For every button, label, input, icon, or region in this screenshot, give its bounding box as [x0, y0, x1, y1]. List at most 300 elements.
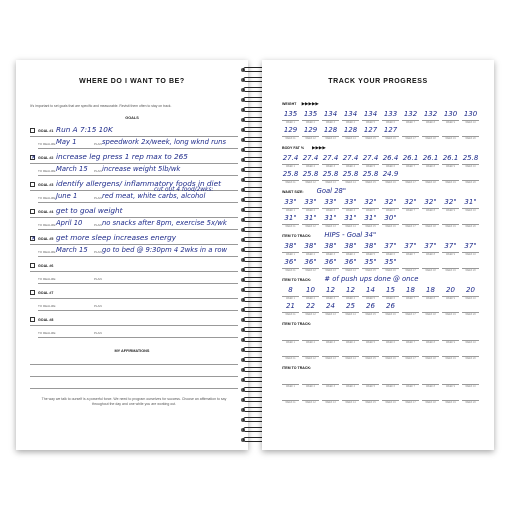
tracker-value[interactable]: 32": [444, 198, 457, 206]
tracker-value[interactable]: 129: [283, 126, 298, 134]
tracker-cell[interactable]: [302, 330, 319, 344]
tracker-value[interactable]: 127: [383, 126, 398, 134]
goal-date[interactable]: May 1: [56, 138, 77, 146]
affirmation-line[interactable]: [30, 375, 238, 377]
tracker-section: [282, 275, 482, 320]
tracker-cell[interactable]: [462, 110, 479, 124]
tracker-item-label: BODY FAT %: [282, 146, 305, 150]
tracker-cell[interactable]: [402, 286, 419, 300]
tracker-cell[interactable]: [442, 330, 459, 344]
tracker-cell[interactable]: [302, 258, 319, 272]
tracker-cell[interactable]: [462, 214, 479, 228]
tracker-cell[interactable]: [442, 286, 459, 300]
tracker-cell[interactable]: [362, 302, 379, 316]
tracker-cell[interactable]: [302, 110, 319, 124]
tracker-cell[interactable]: [402, 126, 419, 140]
tracker-cell[interactable]: [422, 286, 439, 300]
tracker-value[interactable]: 20: [466, 286, 475, 294]
tracker-value[interactable]: 30": [384, 214, 397, 222]
tracker-cell[interactable]: [362, 286, 379, 300]
goal-checkbox[interactable]: [30, 182, 35, 187]
week-label: WEEK 14: [345, 224, 356, 228]
tracker-value[interactable]: 38": [344, 242, 357, 250]
affirmation-line[interactable]: [30, 387, 238, 389]
tracker-cell[interactable]: [362, 374, 379, 388]
goal-checkbox[interactable]: ✕: [31, 236, 37, 242]
tracker-cell[interactable]: [302, 302, 319, 316]
tracker-cell[interactable]: [322, 170, 339, 184]
tracker-cell[interactable]: [382, 126, 399, 140]
tracker-value[interactable]: 26: [386, 302, 395, 310]
tracker-cell[interactable]: [342, 126, 359, 140]
realize-label: TO REALIZE: [38, 304, 56, 308]
tracker-value[interactable]: 132: [403, 110, 418, 118]
goal-plan-line[interactable]: [38, 300, 238, 311]
tracker-value[interactable]: 25.8: [302, 170, 319, 178]
week-label: WEEK 12: [305, 312, 316, 316]
goal-line[interactable]: [30, 288, 238, 299]
tracker-value[interactable]: 8: [288, 286, 293, 294]
week-label: WEEK 1: [285, 252, 296, 256]
goal-line[interactable]: [30, 261, 238, 272]
tracker-section: [282, 146, 482, 188]
tracker-cell[interactable]: [322, 390, 339, 404]
goal-text[interactable]: increase leg press 1 rep max to 265: [56, 152, 188, 161]
tracker-cell[interactable]: [322, 242, 339, 256]
tracker-value[interactable]: 38": [364, 242, 377, 250]
tracker-value[interactable]: 35": [384, 258, 397, 266]
tracker-cell[interactable]: [302, 374, 319, 388]
week-label: WEEK 4: [345, 164, 356, 168]
tracker-row: [282, 374, 482, 388]
tracker-value[interactable]: 31": [324, 214, 337, 222]
goal-checkbox[interactable]: [30, 263, 35, 268]
tracker-cell[interactable]: [342, 214, 359, 228]
tracker-value[interactable]: 130: [443, 110, 458, 118]
tracker-cell[interactable]: [382, 330, 399, 344]
tracker-cell[interactable]: [342, 330, 359, 344]
tracker-cell[interactable]: [322, 374, 339, 388]
tracker-value[interactable]: 36": [284, 258, 297, 266]
tracker-cell[interactable]: [402, 258, 419, 272]
tracker-value[interactable]: 26.1: [402, 154, 419, 162]
week-label: WEEK 11: [285, 224, 296, 228]
tracker-cell[interactable]: [382, 170, 399, 184]
tracker-value[interactable]: 32": [364, 198, 377, 206]
tracker-cell[interactable]: [322, 286, 339, 300]
tracker-cell[interactable]: [422, 110, 439, 124]
tracker-cell[interactable]: [422, 374, 439, 388]
goal-plan-line[interactable]: [38, 165, 238, 176]
tracker-value[interactable]: 25: [346, 302, 355, 310]
tracker-value[interactable]: 32": [404, 198, 417, 206]
tracker-cell[interactable]: [462, 198, 479, 212]
tracker-cell[interactable]: [442, 110, 459, 124]
tracker-value[interactable]: 24: [326, 302, 335, 310]
tracker-cell[interactable]: [322, 302, 339, 316]
tracker-value[interactable]: 12: [326, 286, 335, 294]
week-label: WEEK 11: [285, 312, 296, 316]
tracker-cell[interactable]: [302, 242, 319, 256]
tracker-cell[interactable]: [442, 346, 459, 360]
tracker-value[interactable]: 12: [346, 286, 355, 294]
tracker-value[interactable]: 36": [304, 258, 317, 266]
tracker-value[interactable]: 133: [383, 110, 398, 118]
week-label: WEEK 6: [385, 208, 396, 212]
tracker-cell[interactable]: [342, 198, 359, 212]
tracker-cell[interactable]: [402, 390, 419, 404]
tracker-cell[interactable]: [442, 390, 459, 404]
tracker-value[interactable]: 27.4: [362, 154, 379, 162]
tracker-value[interactable]: 132: [423, 110, 438, 118]
tracker-cell[interactable]: [382, 154, 399, 168]
tracker-value[interactable]: 31": [364, 214, 377, 222]
tracker-cell[interactable]: [342, 154, 359, 168]
tracker-value[interactable]: 26.1: [442, 154, 459, 162]
tracker-cell[interactable]: [422, 302, 439, 316]
week-label: WEEK 4: [345, 340, 356, 344]
tracker-cell[interactable]: [362, 258, 379, 272]
tracker-cell[interactable]: [422, 258, 439, 272]
goal-date[interactable]: March 15: [56, 165, 88, 173]
tracker-cell[interactable]: [302, 214, 319, 228]
goal-line[interactable]: [30, 315, 238, 326]
tracker-cell[interactable]: [422, 242, 439, 256]
tracker-cell[interactable]: [382, 390, 399, 404]
tracker-cell[interactable]: [442, 214, 459, 228]
tracker-cell[interactable]: [342, 110, 359, 124]
week-label: WEEK 2: [305, 208, 316, 212]
tracker-value[interactable]: 31": [304, 214, 317, 222]
tracker-value[interactable]: 38": [324, 242, 337, 250]
tracker-value[interactable]: 27.4: [322, 154, 339, 162]
tracker-cell[interactable]: [282, 286, 299, 300]
goal-plan-line[interactable]: [38, 273, 238, 284]
goal-label: GOAL #3: [38, 183, 54, 187]
tracker-cell[interactable]: [462, 154, 479, 168]
week-label: WEEK 9: [445, 340, 456, 344]
tracker-value[interactable]: 37": [444, 242, 457, 250]
week-label: WEEK 10: [465, 208, 476, 212]
tracker-cell[interactable]: [442, 170, 459, 184]
tracker-cell[interactable]: [302, 346, 319, 360]
tracker-value[interactable]: 33": [324, 198, 337, 206]
week-label: WEEK 1: [285, 208, 296, 212]
tracker-value[interactable]: 26.4: [382, 154, 399, 162]
tracker-cell[interactable]: [382, 110, 399, 124]
tracker-value[interactable]: 38": [304, 242, 317, 250]
tracker-value[interactable]: 20: [446, 286, 455, 294]
tracker-value[interactable]: 25.8: [342, 170, 359, 178]
tracker-cell[interactable]: [402, 330, 419, 344]
tracker-cell[interactable]: [462, 330, 479, 344]
tracker-cell[interactable]: [362, 214, 379, 228]
week-label: WEEK 2: [305, 296, 316, 300]
goal-text[interactable]: get more sleep increases energy: [56, 233, 177, 242]
goal-plan-line[interactable]: [38, 219, 238, 230]
tracker-cell[interactable]: [282, 198, 299, 212]
tracker-value[interactable]: 27.4: [302, 154, 319, 162]
tracker-value[interactable]: 25.8: [362, 170, 379, 178]
tracker-cell[interactable]: [362, 170, 379, 184]
tracker-cell[interactable]: [402, 302, 419, 316]
goal-plan-line[interactable]: [38, 187, 238, 203]
tracker-cell[interactable]: [302, 126, 319, 140]
tracker-cell[interactable]: [462, 126, 479, 140]
goal-line[interactable]: [30, 153, 238, 164]
tracker-value[interactable]: 18: [426, 286, 435, 294]
tracker-cell[interactable]: [322, 154, 339, 168]
tracker-cell[interactable]: [382, 346, 399, 360]
tracker-cell[interactable]: [462, 374, 479, 388]
tracker-value[interactable]: 33": [284, 198, 297, 206]
tracker-cell[interactable]: [422, 214, 439, 228]
tracker-value[interactable]: 134: [343, 110, 358, 118]
tracker-cell[interactable]: [362, 126, 379, 140]
tracker-value[interactable]: 135: [283, 110, 298, 118]
tracker-cell[interactable]: [362, 198, 379, 212]
week-label: WEEK 20: [465, 400, 476, 404]
tracker-value[interactable]: 31": [284, 214, 297, 222]
tracker-cell[interactable]: [362, 242, 379, 256]
tracker-cell[interactable]: [302, 154, 319, 168]
goal-date[interactable]: June 1: [56, 192, 78, 200]
goal-plan-line[interactable]: [38, 138, 238, 149]
tracker-value[interactable]: 38": [284, 242, 297, 250]
goal-checkbox[interactable]: [30, 317, 35, 322]
affirmation-line[interactable]: [30, 363, 238, 365]
tracker-cell[interactable]: [282, 242, 299, 256]
tracker-cell[interactable]: [322, 214, 339, 228]
tracker-value[interactable]: 37": [404, 242, 417, 250]
week-label: WEEK 20: [465, 268, 476, 272]
tracker-value[interactable]: 130: [463, 110, 478, 118]
goal-plan[interactable]: no snacks after 8pm, exercise 5x/wk: [102, 219, 227, 227]
tracker-cell[interactable]: [382, 214, 399, 228]
goal-line[interactable]: [30, 234, 238, 245]
tracker-cell[interactable]: [362, 110, 379, 124]
tracker-value[interactable]: 26.1: [422, 154, 439, 162]
week-label: WEEK 16: [385, 268, 396, 272]
tracker-value[interactable]: 135: [303, 110, 318, 118]
goal-date[interactable]: April 10: [56, 219, 83, 227]
tracker-cell[interactable]: [382, 258, 399, 272]
tracker-cell[interactable]: [282, 374, 299, 388]
tracker-cell[interactable]: [462, 242, 479, 256]
tracker-value[interactable]: 32": [384, 198, 397, 206]
tracker-cell[interactable]: [322, 346, 339, 360]
tracker-value[interactable]: 24.9: [382, 170, 399, 178]
tracker-cell[interactable]: [382, 302, 399, 316]
week-label: WEEK 14: [345, 400, 356, 404]
tracker-cell[interactable]: [282, 302, 299, 316]
week-label: WEEK 13: [325, 356, 336, 360]
tracker-cell[interactable]: [322, 258, 339, 272]
tracker-value[interactable]: 25.8: [462, 154, 479, 162]
goal-checkbox[interactable]: [30, 128, 35, 133]
tracker-cell[interactable]: [322, 110, 339, 124]
tracker-value[interactable]: 14: [366, 286, 375, 294]
tracker-value[interactable]: 37": [464, 242, 477, 250]
tracker-value[interactable]: 33": [344, 198, 357, 206]
tracker-item-name[interactable]: Goal 28": [316, 187, 347, 195]
tracker-value[interactable]: 36": [324, 258, 337, 266]
tracker-value[interactable]: 27.4: [342, 154, 359, 162]
tracker-cell[interactable]: [282, 330, 299, 344]
goal-plan[interactable]: red meat, white carbs, alcohol: [102, 192, 206, 200]
tracker-value[interactable]: 134: [363, 110, 378, 118]
tracker-cell[interactable]: [362, 390, 379, 404]
tracker-cell[interactable]: [402, 198, 419, 212]
tracker-cell[interactable]: [302, 198, 319, 212]
tracker-item-name[interactable]: # of push ups done @ once: [324, 275, 419, 283]
tracker-item-name[interactable]: HIPS - Goal 34": [324, 231, 377, 239]
tracker-cell[interactable]: [462, 258, 479, 272]
goal-plan[interactable]: go to bed @ 9:30pm 4 2wks in a row: [102, 246, 228, 254]
tracker-value[interactable]: 25.8: [322, 170, 339, 178]
goal-plan-line[interactable]: [38, 246, 238, 257]
tracker-cell[interactable]: [342, 242, 359, 256]
tracker-row: [282, 154, 482, 168]
tracker-cell[interactable]: [402, 374, 419, 388]
tracker-value[interactable]: 10: [306, 286, 315, 294]
tracker-cell[interactable]: [382, 286, 399, 300]
tracker-cell[interactable]: [442, 198, 459, 212]
tracker-cell[interactable]: [282, 214, 299, 228]
tracker-value[interactable]: 27.4: [282, 154, 299, 162]
week-label: WEEK 12: [305, 356, 316, 360]
tracker-value[interactable]: 26: [366, 302, 375, 310]
tracker-cell[interactable]: [302, 170, 319, 184]
tracker-value[interactable]: 21: [286, 302, 295, 310]
tracker-cell[interactable]: [342, 258, 359, 272]
tracker-cell[interactable]: [382, 374, 399, 388]
tracker-cell[interactable]: [362, 154, 379, 168]
goal-date[interactable]: March 15: [56, 246, 88, 254]
week-label: WEEK 17: [405, 268, 416, 272]
tracker-cell[interactable]: [362, 346, 379, 360]
tracker-cell[interactable]: [422, 154, 439, 168]
tracker-cell[interactable]: [302, 390, 319, 404]
week-label: WEEK 20: [465, 312, 476, 316]
tracker-value[interactable]: 32": [424, 198, 437, 206]
tracker-value[interactable]: 127: [363, 126, 378, 134]
tracker-cell[interactable]: [442, 258, 459, 272]
goal-line[interactable]: [30, 126, 238, 137]
week-label: WEEK 1: [285, 384, 296, 388]
tracker-cell[interactable]: [362, 330, 379, 344]
tracker-cell[interactable]: [462, 286, 479, 300]
tracker-cell[interactable]: [462, 170, 479, 184]
tracker-cell[interactable]: [282, 390, 299, 404]
week-label: WEEK 18: [425, 312, 436, 316]
tracker-cell[interactable]: [422, 330, 439, 344]
tracker-value[interactable]: 35": [364, 258, 377, 266]
realize-label: TO REALIZE: [38, 250, 56, 254]
tracker-cell[interactable]: [322, 126, 339, 140]
tracker-cell[interactable]: [402, 110, 419, 124]
tracker-cell[interactable]: [282, 126, 299, 140]
goal-text[interactable]: Run A 7:15 10K: [56, 125, 113, 134]
tracker-cell[interactable]: [382, 198, 399, 212]
week-label: WEEK 16: [385, 356, 396, 360]
week-label: WEEK 5: [365, 164, 376, 168]
tracker-cell[interactable]: [342, 302, 359, 316]
tracker-value[interactable]: 18: [406, 286, 415, 294]
goal-text[interactable]: identify allergens/ inflammatory foods in diet: [56, 179, 221, 188]
tracker-value[interactable]: 22: [306, 302, 315, 310]
arrow-icon: ▶▶▶▶▶: [301, 101, 319, 106]
goal-plan-line[interactable]: [38, 327, 238, 338]
tracker-value[interactable]: 25.8: [282, 170, 299, 178]
goal-plan[interactable]: increase weight 5lb/wk: [102, 165, 181, 173]
tracker-cell[interactable]: [282, 110, 299, 124]
tracker-cell[interactable]: [442, 374, 459, 388]
tracker-cell[interactable]: [422, 170, 439, 184]
tracker-value[interactable]: 31": [344, 214, 357, 222]
tracker-cell[interactable]: [422, 346, 439, 360]
tracker-cell[interactable]: [402, 242, 419, 256]
tracker-cell[interactable]: [402, 214, 419, 228]
tracker-value[interactable]: 33": [304, 198, 317, 206]
tracker-cell[interactable]: [302, 286, 319, 300]
tracker-value[interactable]: 134: [323, 110, 338, 118]
tracker-cell[interactable]: [402, 154, 419, 168]
tracker-cell[interactable]: [322, 330, 339, 344]
tracker-value[interactable]: 128: [323, 126, 338, 134]
tracker-cell[interactable]: [342, 170, 359, 184]
tracker-cell[interactable]: [342, 390, 359, 404]
tracker-value[interactable]: 15: [386, 286, 395, 294]
tracker-value[interactable]: 128: [343, 126, 358, 134]
tracker-cell[interactable]: [282, 258, 299, 272]
goal-checkbox[interactable]: [30, 209, 35, 214]
tracker-cell[interactable]: [282, 154, 299, 168]
tracker-value[interactable]: 129: [303, 126, 318, 134]
tracker-cell[interactable]: [462, 302, 479, 316]
goal-plan[interactable]: speedwork 2x/week, long wknd runs: [102, 138, 227, 146]
goal-text[interactable]: get to goal weight: [56, 206, 123, 215]
tracker-cell[interactable]: [342, 374, 359, 388]
goal-checkbox[interactable]: ✕: [31, 155, 37, 161]
tracker-cell[interactable]: [282, 170, 299, 184]
tracker-cell[interactable]: [422, 198, 439, 212]
tracker-value[interactable]: 36": [344, 258, 357, 266]
tracker-cell[interactable]: [442, 302, 459, 316]
tracker-cell[interactable]: [402, 170, 419, 184]
tracker-value[interactable]: 37": [384, 242, 397, 250]
tracker-cell[interactable]: [382, 242, 399, 256]
goal-plan-note[interactable]: cut out 4 food/2wks:: [154, 187, 214, 193]
week-label: WEEK 2: [305, 340, 316, 344]
goal-line[interactable]: [30, 207, 238, 218]
tracker-cell[interactable]: [422, 126, 439, 140]
tracker-cell[interactable]: [422, 390, 439, 404]
tracker-cell[interactable]: [402, 346, 419, 360]
tracker-cell[interactable]: [342, 346, 359, 360]
tracker-cell[interactable]: [442, 242, 459, 256]
tracker-cell[interactable]: [442, 126, 459, 140]
tracker-cell[interactable]: [322, 198, 339, 212]
tracker-cell[interactable]: [462, 390, 479, 404]
tracker-cell[interactable]: [282, 346, 299, 360]
tracker-cell[interactable]: [342, 286, 359, 300]
tracker-value[interactable]: 31": [464, 198, 477, 206]
tracker-value[interactable]: 37": [424, 242, 437, 250]
tracker-cell[interactable]: [442, 154, 459, 168]
tracker-cell[interactable]: [462, 346, 479, 360]
goal-checkbox[interactable]: [30, 290, 35, 295]
